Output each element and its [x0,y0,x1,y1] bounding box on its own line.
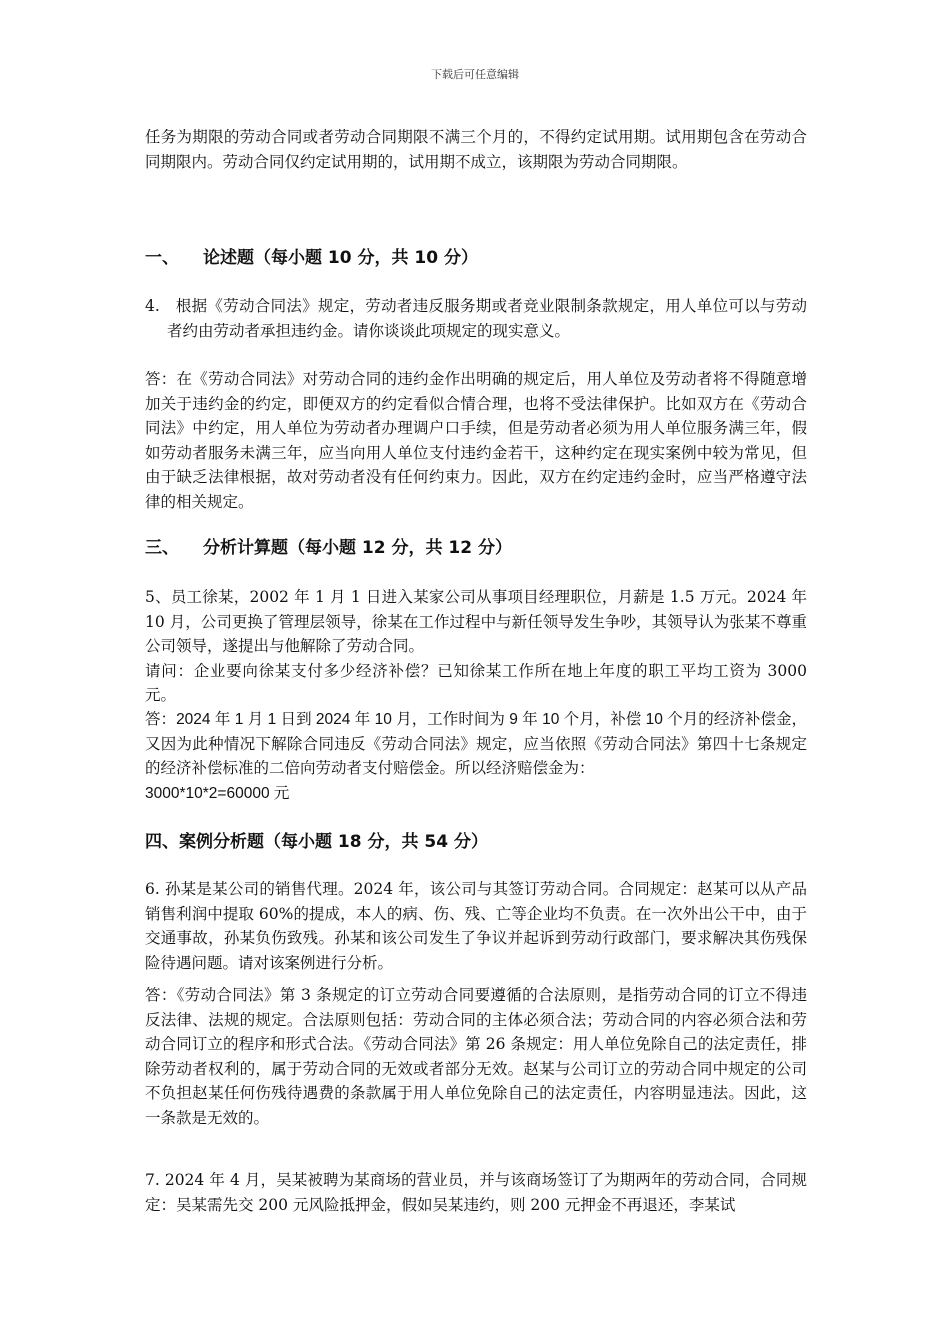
question-5-text: 5、员工徐某，2002 年 1 月 1 日进入某家公司从事项目经理职位，月薪是 1.5 万元。2024 年 10 月，公司更换了管理层领导，徐某在工作过程中与新任领导发生争吵，其领导认为张某不尊重公司领导，遂提出与他解除了劳动合同。 [145,588,807,656]
question-6-text: 6. 孙某是某公司的销售代理。2024 年，该公司与其签订劳动合同。合同规定：赵某可以从产品销售利润中提取 60%的提成，本人的病、伤、残、亡等企业均不负责。在一次外出公干中，由于交通事故，孙某负伤致残。孙某和该公司发生了争议并起诉到劳动行政部门，要求解决其伤残保险待遇问题。请对该案例进行分析。 [145,880,807,972]
section-3-number: 三、 [145,538,179,558]
question-7-text: 7. 2024 年 4 月，吴某被聘为某商场的营业员，并与该商场签订了为期两年的劳动合同，合同规定：吴某需先交 200 元风险抵押金，假如吴某违约，则 200 元押金不再退还，李某试 [145,1171,807,1214]
intro-text: 任务为期限的劳动合同或者劳动合同期限不满三个月的，不得约定试用期。试用期包含在劳动合同期限内。劳动合同仅约定试用期的，试用期不成立，该期限为劳动合同期限。 [145,128,807,171]
section-3-title: 分析计算题（每小题 12 分，共 12 分） [203,538,512,558]
question-5-ask: 请问：企业要向徐某支付多少经济补偿？已知徐某工作所在地上年度的职工平均工资为 3000 元。 [145,661,807,705]
answer-5-text: 答：2024 年 1 月 1 日到 2024 年 10 月，工作时间为 9 年 10 个月，补偿 10 个月的经济补偿金，又因为此种情况下解除合同违反《劳动合同法》规定，应当依照《劳动合同法》第四十七条规定的经济补偿标准的二倍向劳动者支付赔偿金。所以经济赔偿金为： [145,710,807,778]
intro-paragraph [145,125,807,174]
section-4-title: 四、案例分析题（每小题 18 分，共 54 分） [145,832,488,852]
answer-5-formula: 3000*10*2=60000 元 [145,784,290,802]
question-4 [145,294,807,343]
answer-6-text: 答：《劳动合同法》第 3 条规定的订立劳动合同要遵循的合法原则，是指劳动合同的订立不得违反法律、法规的规定。合法原则包括：劳动合同的主体必须合法；劳动合同的内容必须合法和劳动合同订立的程序和形式合法。《劳动合同法》第 26 条规定：用人单位免除自己的法定责任，排除劳动者权利的，属于劳动合同的无效或者部分无效。赵某与公司订立的劳动合同中规定的公司不负担赵某任何伤残待遇费的条款属于用人单位免除自己的法定责任，内容明显违法。因此，这一条款是无效的。 [145,986,807,1127]
question-5 [145,585,807,806]
section-4-heading [145,830,807,854]
answer-4-text: 答：在《劳动合同法》对劳动合同的违约金作出明确的规定后，用人单位及劳动者将不得随意增加关于违约金的约定，即便双方的约定看似合情合理，也将不受法律保护。比如双方在《劳动合同法》中约定，用人单位为劳动者办理调户口手续，但是劳动者必须为用人单位服务满三年，假如劳动者服务未满三年，应当向用人单位支付违约金若干，这种约定在现实案例中较为常见，但由于缺乏法律根据，故对劳动者没有任何约束力。因此，双方在约定违约金时，应当严格遵守法律的相关规定。 [145,370,807,511]
section-1-title: 论述题（每小题 10 分，共 10 分） [203,248,478,268]
page-header: 下载后可任意编辑 [431,68,519,81]
answer-6 [145,983,807,1131]
section-3-heading [145,536,807,560]
section-1-number: 一、 [145,248,179,268]
answer-4 [145,367,807,515]
question-4-text: 4. 根据《劳动合同法》规定，劳动者违反服务期或者竞业限制条款规定，用人单位可以与劳动者约由劳动者承担违约金。请你谈谈此项规定的现实意义。 [145,297,807,340]
question-6 [145,877,807,975]
section-1-heading [145,246,807,270]
question-7 [145,1168,807,1217]
